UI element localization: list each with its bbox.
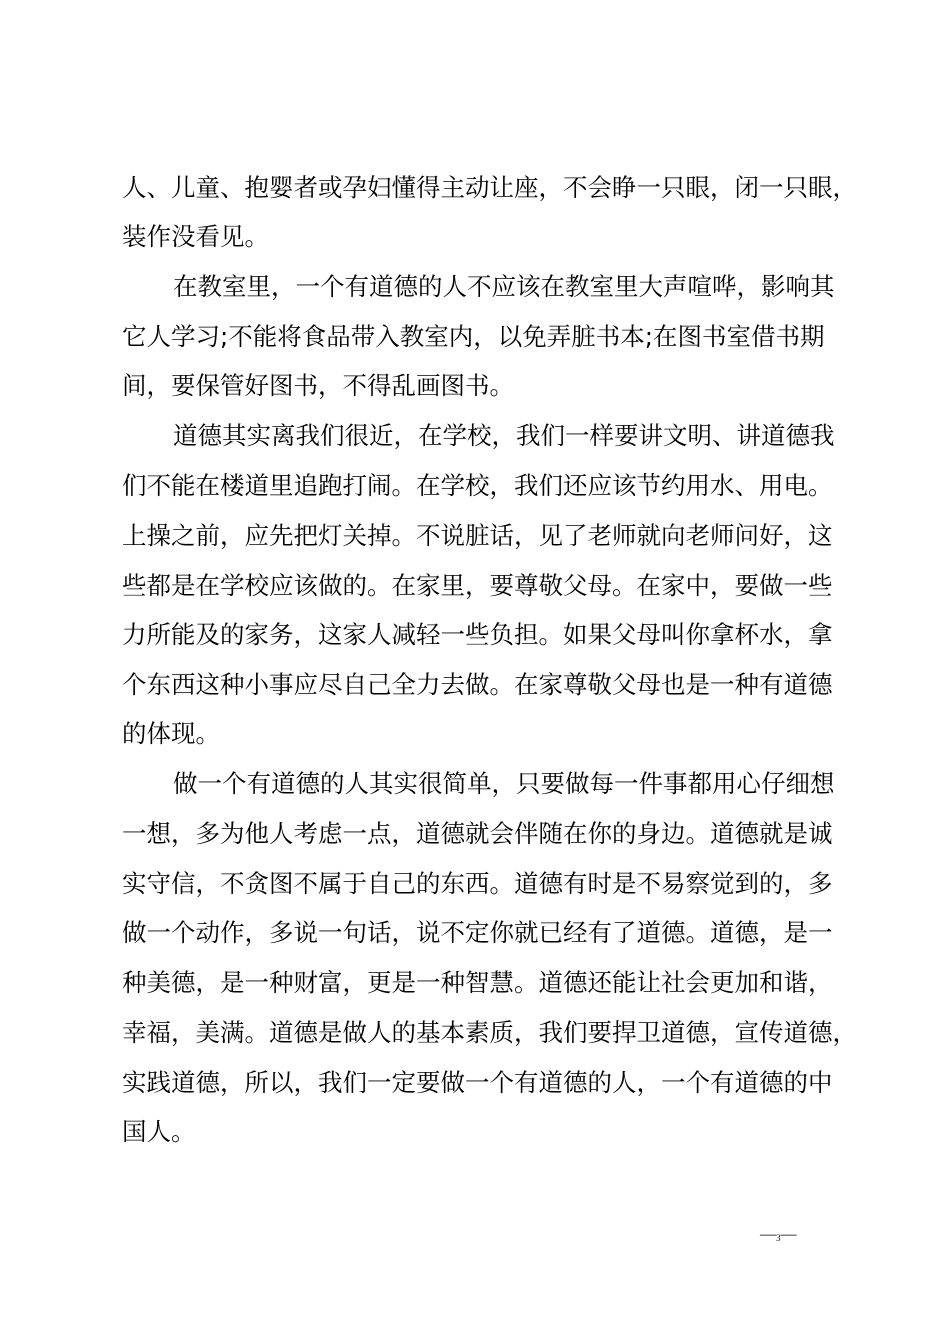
body-line: 一想，多为他人考虑一点，道德就会伴随在你的身边。道德就是诚 [122,819,833,848]
body-line: 们不能在楼道里追跑打闹。在学校，我们还应该节约用水、用电。 [122,471,833,500]
body-line: 幸福，美满。道德是做人的基本素质，我们要捍卫道德，宣传道德， [122,1018,857,1047]
body-line: 它人学习;不能将食品带入教室内，以免弄脏书本;在图书室借书期 [122,322,825,351]
body-line: 间，要保管好图书，不得乱画图书。 [122,371,514,400]
body-line: 人、儿童、抱婴者或孕妇懂得主动让座，不会睁一只眼，闭一只眼， [122,173,857,202]
footer-dash-right: — [780,1226,797,1243]
body-line: 实守信，不贪图不属于自己的东西。道德有时是不易察觉到的，多 [122,869,833,898]
paragraph-first-line: 在教室里，一个有道德的人不应该在教室里大声喧哗，影响其 [173,272,835,301]
body-line: 些都是在学校应该做的。在家里，要尊敬父母。在家中，要做一些 [122,571,833,600]
body-line: 国人。 [122,1117,196,1146]
body-line: 力所能及的家务，这家人减轻一些负担。如果父母叫你拿杯水，拿 [122,620,833,649]
body-line: 做一个动作，多说一句话，说不定你就已经有了道德。道德，是一 [122,918,833,947]
page-number: 3 [776,1233,781,1243]
body-line: 个东西这种小事应尽自己全力去做。在家尊敬父母也是一种有道德 [122,670,833,699]
body-line: 装作没看见。 [122,222,269,251]
paragraph-first-line: 做一个有道德的人其实很简单，只要做每一件事都用心仔细想 [173,769,835,798]
paragraph-first-line: 道德其实离我们很近，在学校，我们一样要讲文明、讲道德我 [173,421,835,450]
footer-dash-left: — [760,1226,776,1243]
body-line: 上操之前，应先把灯关掉。不说脏话，见了老师就向老师问好，这 [122,521,833,550]
page-footer [760,1226,797,1244]
body-line: 种美德，是一种财富，更是一种智慧。道德还能让社会更加和谐， [122,968,833,997]
body-line: 实践道德，所以，我们一定要做一个有道德的人，一个有道德的中 [122,1068,833,1097]
body-line: 的体现。 [122,719,220,748]
